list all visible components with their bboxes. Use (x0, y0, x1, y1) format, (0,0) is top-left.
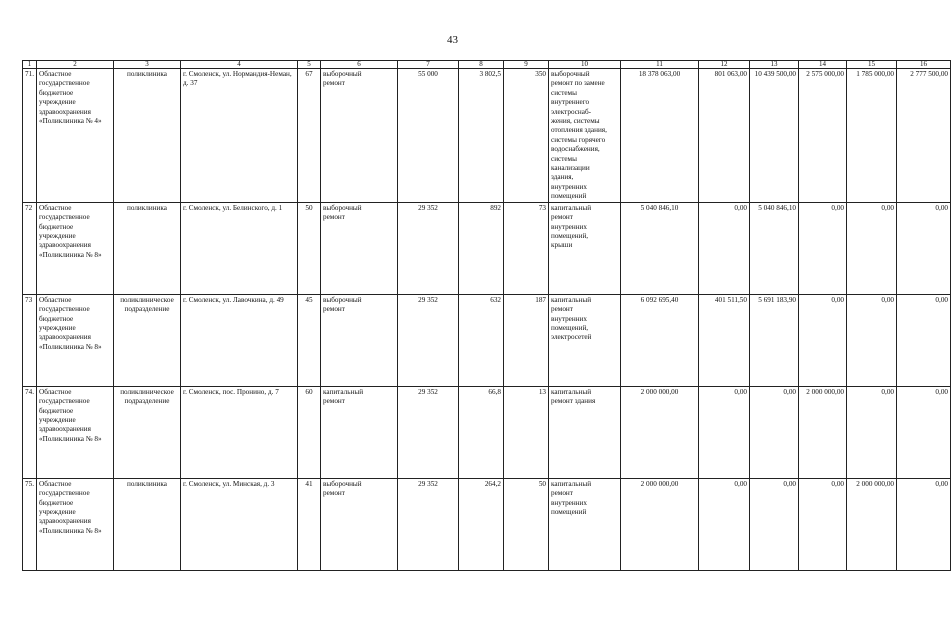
value-col5: 50 (298, 202, 321, 294)
works-description: выборочный ремонт по замене системы внутреннего электроснаб- жения, системы отопления здания, системы горячего водоснабжения, системы канализации здания, внутренних помещений (549, 69, 621, 203)
facility-type: поликлиника (114, 202, 181, 294)
value-col11: 2 000 000,00 (621, 386, 699, 478)
value-col14: 0,00 (799, 202, 847, 294)
value-col8: 632 (459, 294, 504, 386)
table-row (23, 294, 951, 386)
facility-type: поликлиника (114, 69, 181, 203)
value-col13: 10 439 500,00 (750, 69, 799, 203)
row-number: 74. (23, 386, 37, 478)
column-header: 5 (298, 61, 321, 69)
works-description: капитальный ремонт внутренних помещений, крыши (549, 202, 621, 294)
repair-kind: выборочный ремонт (321, 478, 398, 570)
facility-type: поликлиническое подразделение (114, 294, 181, 386)
value-col11: 6 092 695,40 (621, 294, 699, 386)
works-description: капитальный ремонт здания (549, 386, 621, 478)
value-col16: 0,00 (897, 478, 951, 570)
header-row (23, 61, 951, 69)
value-col13: 5 691 183,90 (750, 294, 799, 386)
repair-kind: капитальный ремонт (321, 386, 398, 478)
value-col15: 0,00 (847, 202, 897, 294)
value-col5: 67 (298, 69, 321, 203)
address: г. Смоленск, пос. Пронино, д. 7 (181, 386, 298, 478)
column-header: 6 (321, 61, 398, 69)
row-number: 71. (23, 69, 37, 203)
address: г. Смоленск, ул. Лавочкина, д. 49 (181, 294, 298, 386)
works-description: капитальный ремонт внутренних помещений (549, 478, 621, 570)
value-col13: 5 040 846,10 (750, 202, 799, 294)
repair-kind: выборочный ремонт (321, 202, 398, 294)
value-col14: 0,00 (799, 478, 847, 570)
value-col7: 55 000 (398, 69, 459, 203)
institution-name: Областное государственное бюджетное учреждение здравоохранения «Поликлиника № 8» (37, 386, 114, 478)
column-header: 9 (504, 61, 549, 69)
table-row (23, 478, 951, 570)
column-header: 14 (799, 61, 847, 69)
value-col9: 73 (504, 202, 549, 294)
value-col15: 0,00 (847, 386, 897, 478)
value-col15: 0,00 (847, 294, 897, 386)
value-col7: 29 352 (398, 202, 459, 294)
repair-program-table (22, 60, 951, 571)
column-header: 4 (181, 61, 298, 69)
institution-name: Областное государственное бюджетное учреждение здравоохранения «Поликлиника № 4» (37, 69, 114, 203)
value-col16: 0,00 (897, 294, 951, 386)
works-description: капитальный ремонт внутренних помещений, электросетей (549, 294, 621, 386)
table-row (23, 386, 951, 478)
value-col9: 350 (504, 69, 549, 203)
address: г. Смоленск, ул. Белинского, д. 1 (181, 202, 298, 294)
column-header: 10 (549, 61, 621, 69)
value-col11: 18 378 063,00 (621, 69, 699, 203)
column-header: 11 (621, 61, 699, 69)
facility-type: поликлиническое подразделение (114, 386, 181, 478)
value-col8: 892 (459, 202, 504, 294)
value-col12: 0,00 (699, 478, 750, 570)
value-col5: 45 (298, 294, 321, 386)
value-col7: 29 352 (398, 478, 459, 570)
value-col9: 13 (504, 386, 549, 478)
column-header: 15 (847, 61, 897, 69)
column-header: 3 (114, 61, 181, 69)
value-col12: 0,00 (699, 202, 750, 294)
value-col12: 0,00 (699, 386, 750, 478)
table-body (23, 69, 951, 571)
value-col5: 60 (298, 386, 321, 478)
repair-kind: выборочный ремонт (321, 69, 398, 203)
institution-name: Областное государственное бюджетное учреждение здравоохранения «Поликлиника № 8» (37, 294, 114, 386)
value-col14: 0,00 (799, 294, 847, 386)
row-number: 72 (23, 202, 37, 294)
value-col12: 401 511,50 (699, 294, 750, 386)
value-col16: 0,00 (897, 386, 951, 478)
value-col13: 0,00 (750, 478, 799, 570)
value-col15: 2 000 000,00 (847, 478, 897, 570)
value-col9: 187 (504, 294, 549, 386)
value-col7: 29 352 (398, 386, 459, 478)
value-col11: 2 000 000,00 (621, 478, 699, 570)
page-number: 43 (447, 34, 458, 46)
value-col11: 5 040 846,10 (621, 202, 699, 294)
value-col8: 264,2 (459, 478, 504, 570)
row-number: 75. (23, 478, 37, 570)
table-row (23, 69, 951, 203)
value-col15: 1 785 000,00 (847, 69, 897, 203)
column-header: 8 (459, 61, 504, 69)
value-col9: 50 (504, 478, 549, 570)
column-header: 13 (750, 61, 799, 69)
facility-type: поликлиника (114, 478, 181, 570)
value-col13: 0,00 (750, 386, 799, 478)
institution-name: Областное государственное бюджетное учреждение здравоохранения «Поликлиника № 8» (37, 202, 114, 294)
value-col8: 66,8 (459, 386, 504, 478)
address: г. Смоленск, ул. Нормандия-Неман, д. 37 (181, 69, 298, 203)
value-col12: 801 063,00 (699, 69, 750, 203)
value-col14: 2 000 000,00 (799, 386, 847, 478)
table-row (23, 202, 951, 294)
value-col5: 41 (298, 478, 321, 570)
address: г. Смоленск, ул. Минская, д. 3 (181, 478, 298, 570)
value-col8: 3 802,5 (459, 69, 504, 203)
institution-name: Областное государственное бюджетное учреждение здравоохранения «Поликлиника № 8» (37, 478, 114, 570)
row-number: 73 (23, 294, 37, 386)
value-col14: 2 575 000,00 (799, 69, 847, 203)
column-header: 2 (37, 61, 114, 69)
value-col16: 2 777 500,00 (897, 69, 951, 203)
column-header: 1 (23, 61, 37, 69)
value-col7: 29 352 (398, 294, 459, 386)
value-col16: 0,00 (897, 202, 951, 294)
column-header: 12 (699, 61, 750, 69)
column-header: 7 (398, 61, 459, 69)
repair-kind: выборочный ремонт (321, 294, 398, 386)
column-header: 16 (897, 61, 951, 69)
